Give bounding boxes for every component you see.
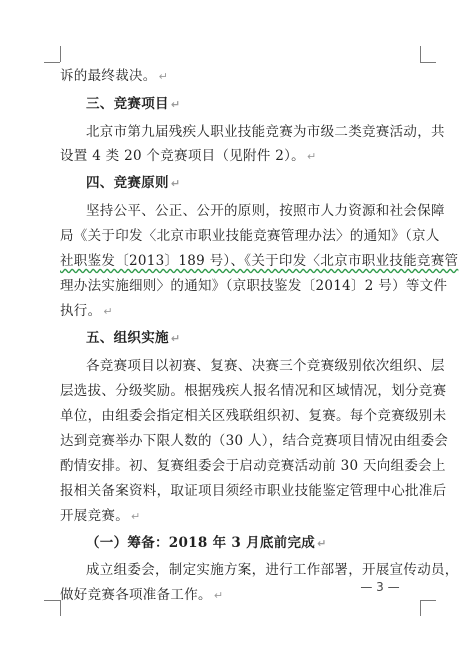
text-line <box>60 146 420 167</box>
line-text: 设置 4 类 20 个竞赛项目（见附件 2）。 <box>60 148 305 164</box>
paragraph-mark-icon: ↵ <box>306 150 317 163</box>
line-text: （一）筹备：2018 年 3 月底前完成 <box>86 535 316 551</box>
crop-mark-top-left-h <box>44 62 60 63</box>
line-text: 三、竞赛项目 <box>86 96 169 112</box>
text-line <box>60 226 440 246</box>
text-line <box>86 122 446 142</box>
line-text: 四、竞赛原则 <box>86 175 169 191</box>
paragraph-mark-icon: ↵ <box>103 305 113 318</box>
text-line <box>86 560 459 580</box>
line-text: 单位，由组委会指定相关区残联组织初、复赛。每个竞赛级别未 <box>60 408 447 424</box>
paragraph-mark-icon: ↵ <box>158 70 169 83</box>
text-line <box>86 356 446 376</box>
section-heading-principles <box>86 173 446 194</box>
line-text: 理办法实施细则〉的通知》（京职技鉴发〔2014〕2 号）等文件 <box>60 278 448 294</box>
crop-mark-top-right-v <box>420 46 421 62</box>
line-text: 五、组织实施 <box>86 330 169 346</box>
line-text: 报相关备案资料，取证项目须经市职业技能鉴定管理中心批准后 <box>60 483 447 499</box>
line-text: 北京市第九届残疾人职业技能竞赛为市级二类竞赛活动，共 <box>86 124 445 140</box>
paragraph-mark-icon: ↵ <box>170 98 181 111</box>
text-line <box>60 431 449 451</box>
line-text: 酌情安排。初、复赛组委会于启动竞赛活动前 30 天向组委会上 <box>60 458 446 474</box>
paragraph-mark-icon: ↵ <box>131 510 141 523</box>
line-text: 层选拔、分级奖励。根据残疾人报名情况和区域情况，划分竞赛 <box>60 383 447 399</box>
text-line <box>60 381 447 401</box>
line-text: 坚持公平、公正、公开的原则，按照市人力资源和社会保障 <box>86 203 445 219</box>
line-text: 各竞赛项目以初赛、复赛、决赛三个竞赛级别依次组织、层 <box>86 358 445 374</box>
line-text: 达到竞赛举办下限人数的（30 人），结合竞赛项目情况由组委会 <box>60 433 449 449</box>
line-text: 做好竞赛各项准备工作。 <box>60 587 212 603</box>
crop-mark-bottom-right-h <box>420 600 436 601</box>
line-text: 执行。 <box>60 303 102 319</box>
text-line <box>60 276 448 296</box>
text-line <box>60 456 446 476</box>
page-number: — 3 — <box>360 580 400 594</box>
paragraph-mark-icon: ↵ <box>317 537 327 550</box>
subsection-heading-preparation <box>86 533 446 554</box>
section-heading-competition-items <box>86 94 446 115</box>
section-heading-organization <box>86 328 446 349</box>
line-text: 局《关于印发〈北京市职业技能竞赛管理办法〉的通知》（京人 <box>60 228 440 244</box>
line-text: 成立组委会，制定实施方案，进行工作部署，开展宣传动员， <box>86 562 459 578</box>
crop-mark-top-left-v <box>60 46 61 62</box>
crop-mark-bottom-right-v <box>420 600 421 616</box>
text-line <box>60 481 447 501</box>
crop-mark-bottom-left-h <box>44 600 60 601</box>
text-line <box>60 66 420 87</box>
text-line <box>60 506 420 527</box>
paragraph-mark-icon: ↵ <box>170 177 181 190</box>
paragraph-mark-icon: ↵ <box>213 589 224 602</box>
crop-mark-top-right-h <box>420 62 436 63</box>
text-line <box>60 406 447 426</box>
text-line <box>60 301 420 322</box>
line-text: 诉的最终裁决。 <box>60 68 157 84</box>
line-text: 社职鉴发〔2013〕189 号）、《关于印发〈北京市职业技能竞赛管 <box>60 253 459 269</box>
text-line <box>86 201 446 221</box>
text-line <box>60 251 459 271</box>
paragraph-mark-icon: ↵ <box>170 332 181 345</box>
line-text: 开展竞赛。 <box>60 508 129 524</box>
